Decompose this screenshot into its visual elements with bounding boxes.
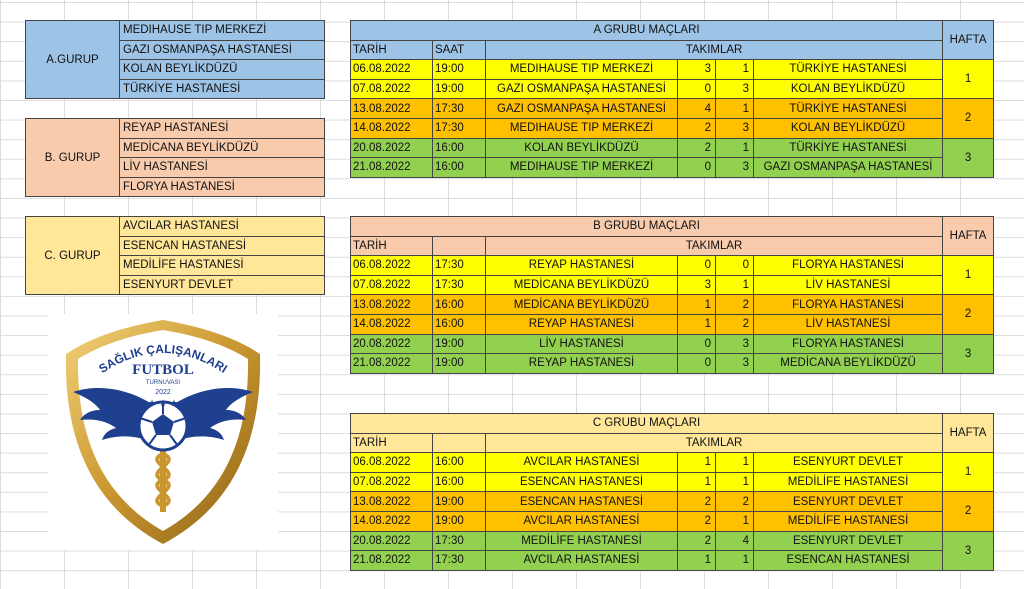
home-score: 4 <box>678 99 716 119</box>
match-date: 20.08.2022 <box>351 334 433 354</box>
logo-shield-icon <box>48 314 278 550</box>
away-score: 3 <box>716 334 754 354</box>
away-team: ESENYURT DEVLET <box>754 453 943 473</box>
match-time: 16:00 <box>433 472 486 492</box>
matches-title: B GRUBU MAÇLARI <box>351 217 943 237</box>
match-time: 17:30 <box>433 275 486 295</box>
home-team: ESENCAN HASTANESİ <box>486 472 678 492</box>
teams-header: TAKIMLAR <box>486 236 943 256</box>
away-team: TÜRKİYE HASTANESİ <box>754 138 943 158</box>
away-score: 3 <box>716 118 754 138</box>
team-cell[interactable]: MEDİCANA BEYLİKDÜZÜ <box>120 138 325 158</box>
away-score: 2 <box>716 314 754 334</box>
team-cell[interactable]: MEDIHAUSE TIP MERKEZİ <box>120 21 325 41</box>
home-score: 2 <box>678 118 716 138</box>
match-date: 20.08.2022 <box>351 531 433 551</box>
week-header: HAFTA <box>943 414 994 453</box>
match-date: 14.08.2022 <box>351 118 433 138</box>
away-team: GAZI OSMANPAŞA HASTANESİ <box>754 158 943 178</box>
home-score: 1 <box>678 551 716 571</box>
match-time: 17:30 <box>433 551 486 571</box>
away-team: FLORYA HASTANESİ <box>754 295 943 315</box>
match-row[interactable] <box>351 551 994 571</box>
match-row[interactable] <box>351 138 994 158</box>
group-a-table <box>25 20 325 99</box>
home-score: 2 <box>678 531 716 551</box>
match-date: 21.08.2022 <box>351 158 433 178</box>
logo-stars: ★ ★ ★ <box>148 399 178 409</box>
match-time: 17:30 <box>433 531 486 551</box>
away-team: ESENYURT DEVLET <box>754 492 943 512</box>
match-date: 07.08.2022 <box>351 79 433 99</box>
away-team: TÜRKİYE HASTANESİ <box>754 60 943 80</box>
home-team: AVCILAR HASTANESİ <box>486 511 678 531</box>
away-team: ESENYURT DEVLET <box>754 531 943 551</box>
teams-header: TAKIMLAR <box>486 40 943 60</box>
group-name[interactable]: B. GURUP <box>26 119 120 197</box>
week-number: 2 <box>943 492 994 531</box>
match-date: 14.08.2022 <box>351 511 433 531</box>
away-team: MEDİCANA BEYLİKDÜZÜ <box>754 354 943 374</box>
logo-year-text: 2022 <box>155 389 171 396</box>
away-score: 1 <box>716 138 754 158</box>
team-cell[interactable]: KOLAN BEYLİKDÜZÜ <box>120 60 325 80</box>
group-name[interactable]: A.GURUP <box>26 21 120 99</box>
match-row[interactable] <box>351 472 994 492</box>
home-team: LİV HASTANESİ <box>486 334 678 354</box>
home-team: AVCILAR HASTANESİ <box>486 453 678 473</box>
home-team: MEDİLİFE HASTANESİ <box>486 531 678 551</box>
match-row[interactable] <box>351 256 994 276</box>
home-score: 1 <box>678 314 716 334</box>
match-row[interactable] <box>351 314 994 334</box>
away-team: LİV HASTANESİ <box>754 275 943 295</box>
away-team: LİV HASTANESİ <box>754 314 943 334</box>
home-score: 0 <box>678 334 716 354</box>
home-score: 1 <box>678 472 716 492</box>
date-header: TARİH <box>351 40 433 60</box>
tournament-logo <box>48 314 278 550</box>
match-time: 16:00 <box>433 453 486 473</box>
match-date: 14.08.2022 <box>351 314 433 334</box>
time-header: SAAT <box>433 40 486 60</box>
team-cell[interactable]: LİV HASTANESİ <box>120 158 325 178</box>
match-time: 19:00 <box>433 354 486 374</box>
team-cell[interactable]: ESENYURT DEVLET <box>120 275 325 295</box>
away-score: 4 <box>716 531 754 551</box>
week-number: 1 <box>943 256 994 295</box>
team-cell[interactable]: GAZI OSMANPAŞA HASTANESİ <box>120 40 325 60</box>
match-row[interactable] <box>351 354 994 374</box>
group-b-matches-table <box>350 216 994 374</box>
home-team: MEDIHAUSE TIP MERKEZİ <box>486 118 678 138</box>
week-number: 2 <box>943 99 994 138</box>
match-row[interactable] <box>351 531 994 551</box>
match-row[interactable] <box>351 99 994 119</box>
home-team: ESENCAN HASTANESİ <box>486 492 678 512</box>
away-score: 1 <box>716 511 754 531</box>
match-row[interactable] <box>351 275 994 295</box>
team-cell[interactable]: FLORYA HASTANESİ <box>120 177 325 197</box>
team-cell[interactable]: REYAP HASTANESİ <box>120 119 325 139</box>
home-score: 2 <box>678 138 716 158</box>
away-score: 2 <box>716 492 754 512</box>
home-score: 0 <box>678 354 716 374</box>
logo-tournament-text: TURNUVASI <box>145 380 181 386</box>
week-number: 3 <box>943 138 994 177</box>
match-time: 17:30 <box>433 118 486 138</box>
away-score: 1 <box>716 472 754 492</box>
match-date: 21.08.2022 <box>351 354 433 374</box>
home-team: MEDIHAUSE TIP MERKEZİ <box>486 158 678 178</box>
match-time: 16:00 <box>433 158 486 178</box>
match-date: 21.08.2022 <box>351 551 433 571</box>
time-header <box>433 236 486 256</box>
team-cell[interactable]: MEDİLİFE HASTANESİ <box>120 256 325 276</box>
away-score: 3 <box>716 158 754 178</box>
home-team: KOLAN BEYLİKDÜZÜ <box>486 138 678 158</box>
away-team: FLORYA HASTANESİ <box>754 256 943 276</box>
week-number: 3 <box>943 334 994 373</box>
away-score: 3 <box>716 354 754 374</box>
team-cell[interactable]: ESENCAN HASTANESİ <box>120 236 325 256</box>
match-row[interactable] <box>351 492 994 512</box>
match-time: 16:00 <box>433 295 486 315</box>
home-team: GAZI OSMANPAŞA HASTANESİ <box>486 99 678 119</box>
group-c-table <box>25 216 325 295</box>
match-time: 19:00 <box>433 60 486 80</box>
match-date: 20.08.2022 <box>351 138 433 158</box>
home-team: MEDIHAUSE TIP MERKEZİ <box>486 60 678 80</box>
logo-title-text: SAĞLIK ÇALIŞANLARI <box>96 341 230 376</box>
group-c-matches-table <box>350 413 994 571</box>
team-cell[interactable]: TÜRKİYE HASTANESİ <box>120 79 325 99</box>
date-header: TARİH <box>351 236 433 256</box>
away-team: ESENCAN HASTANESİ <box>754 551 943 571</box>
date-header: TARİH <box>351 433 433 453</box>
home-team: AVCILAR HASTANESİ <box>486 551 678 571</box>
away-team: KOLAN BEYLİKDÜZÜ <box>754 118 943 138</box>
match-row[interactable] <box>351 118 994 138</box>
match-row[interactable] <box>351 295 994 315</box>
match-row[interactable] <box>351 158 994 178</box>
home-team: REYAP HASTANESİ <box>486 314 678 334</box>
away-score: 1 <box>716 551 754 571</box>
match-time: 19:00 <box>433 334 486 354</box>
home-team: MEDİCANA BEYLİKDÜZÜ <box>486 275 678 295</box>
away-team: TÜRKİYE HASTANESİ <box>754 99 943 119</box>
match-time: 17:30 <box>433 99 486 119</box>
week-header: HAFTA <box>943 21 994 60</box>
home-score: 0 <box>678 79 716 99</box>
home-team: REYAP HASTANESİ <box>486 256 678 276</box>
home-team: GAZI OSMANPAŞA HASTANESİ <box>486 79 678 99</box>
away-team: MEDİLİFE HASTANESİ <box>754 472 943 492</box>
team-cell[interactable]: AVCILAR HASTANESİ <box>120 217 325 237</box>
home-score: 0 <box>678 256 716 276</box>
away-team: MEDİLİFE HASTANESİ <box>754 511 943 531</box>
away-team: KOLAN BEYLİKDÜZÜ <box>754 79 943 99</box>
home-score: 1 <box>678 453 716 473</box>
away-score: 0 <box>716 256 754 276</box>
home-score: 3 <box>678 60 716 80</box>
match-date: 06.08.2022 <box>351 453 433 473</box>
away-team: FLORYA HASTANESİ <box>754 334 943 354</box>
match-time: 16:00 <box>433 314 486 334</box>
logo-subtitle-text: FUTBOL <box>132 362 194 378</box>
match-date: 13.08.2022 <box>351 99 433 119</box>
away-score: 1 <box>716 60 754 80</box>
time-header <box>433 433 486 453</box>
home-score: 1 <box>678 295 716 315</box>
match-row[interactable] <box>351 511 994 531</box>
home-team: MEDİCANA BEYLİKDÜZÜ <box>486 295 678 315</box>
week-number: 1 <box>943 453 994 492</box>
away-score: 2 <box>716 295 754 315</box>
group-name[interactable]: C. GURUP <box>26 217 120 295</box>
group-b-table <box>25 118 325 197</box>
match-date: 13.08.2022 <box>351 492 433 512</box>
match-row[interactable] <box>351 79 994 99</box>
match-time: 19:00 <box>433 511 486 531</box>
match-date: 07.08.2022 <box>351 275 433 295</box>
matches-title: A GRUBU MAÇLARI <box>351 21 943 41</box>
match-row[interactable] <box>351 453 994 473</box>
match-time: 17:30 <box>433 256 486 276</box>
teams-header: TAKIMLAR <box>486 433 943 453</box>
match-date: 07.08.2022 <box>351 472 433 492</box>
home-score: 2 <box>678 511 716 531</box>
away-score: 1 <box>716 275 754 295</box>
matches-title: C GRUBU MAÇLARI <box>351 414 943 434</box>
home-score: 2 <box>678 492 716 512</box>
match-time: 19:00 <box>433 492 486 512</box>
home-score: 0 <box>678 158 716 178</box>
away-score: 1 <box>716 453 754 473</box>
week-number: 3 <box>943 531 994 570</box>
match-time: 16:00 <box>433 138 486 158</box>
match-date: 13.08.2022 <box>351 295 433 315</box>
match-row[interactable] <box>351 60 994 80</box>
match-row[interactable] <box>351 334 994 354</box>
group-a-matches-table <box>350 20 994 178</box>
week-header: HAFTA <box>943 217 994 256</box>
match-date: 06.08.2022 <box>351 256 433 276</box>
week-number: 1 <box>943 60 994 99</box>
away-score: 1 <box>716 99 754 119</box>
week-number: 2 <box>943 295 994 334</box>
home-team: REYAP HASTANESİ <box>486 354 678 374</box>
home-score: 3 <box>678 275 716 295</box>
away-score: 3 <box>716 79 754 99</box>
match-date: 06.08.2022 <box>351 60 433 80</box>
match-time: 19:00 <box>433 79 486 99</box>
